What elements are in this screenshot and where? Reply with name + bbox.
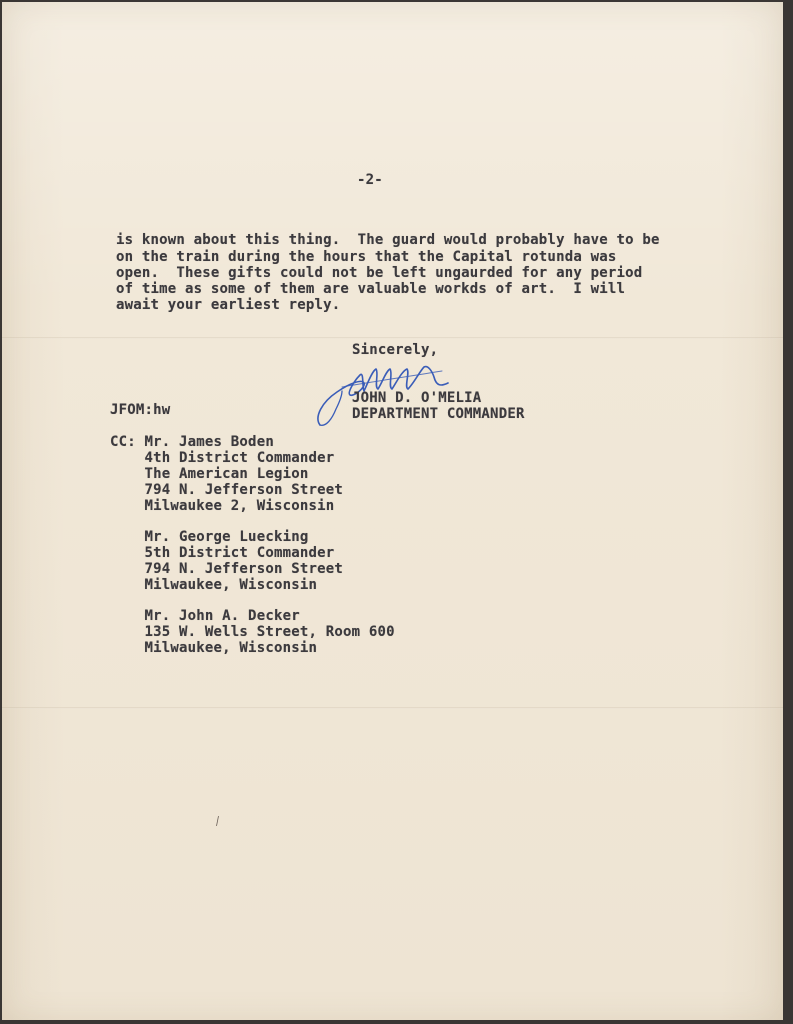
cc-line: CC: Mr. James Boden bbox=[110, 434, 274, 450]
body-line: of time as some of them are valuable workds of art. I will bbox=[116, 281, 626, 297]
body-line: on the train during the hours that the Capital rotunda was bbox=[116, 249, 617, 265]
cc-line: 4th District Commander bbox=[110, 450, 335, 466]
cc-line: Milwaukee, Wisconsin bbox=[110, 577, 318, 593]
closing: Sincerely, bbox=[352, 342, 439, 358]
body-line: open. These gifts could not be left ungaurded for any period bbox=[116, 265, 643, 281]
cc-line: 5th District Commander bbox=[110, 545, 335, 561]
cc-line: Mr. George Luecking bbox=[110, 529, 309, 545]
cc-line: 794 N. Jefferson Street bbox=[110, 561, 343, 577]
letter-page bbox=[2, 2, 783, 1020]
signer-title: DEPARTMENT COMMANDER bbox=[352, 406, 525, 422]
pencil-mark-icon bbox=[216, 816, 219, 826]
paper-fold bbox=[2, 707, 783, 709]
cc-line: 135 W. Wells Street, Room 600 bbox=[110, 624, 395, 640]
page-number: -2- bbox=[357, 172, 383, 188]
typist-initials: JFOM:hw bbox=[110, 402, 171, 418]
cc-line: The American Legion bbox=[110, 466, 309, 482]
signer-name: JOHN D. O'MELIA bbox=[352, 390, 482, 406]
cc-line: Milwaukee, Wisconsin bbox=[110, 640, 318, 656]
cc-line: Milwaukee 2, Wisconsin bbox=[110, 498, 335, 514]
paper-fold bbox=[2, 337, 783, 339]
cc-line: Mr. John A. Decker bbox=[110, 608, 300, 624]
cc-line: 794 N. Jefferson Street bbox=[110, 482, 343, 498]
body-line: is known about this thing. The guard would probably have to be bbox=[116, 232, 660, 248]
body-line: await your earliest reply. bbox=[116, 297, 341, 313]
